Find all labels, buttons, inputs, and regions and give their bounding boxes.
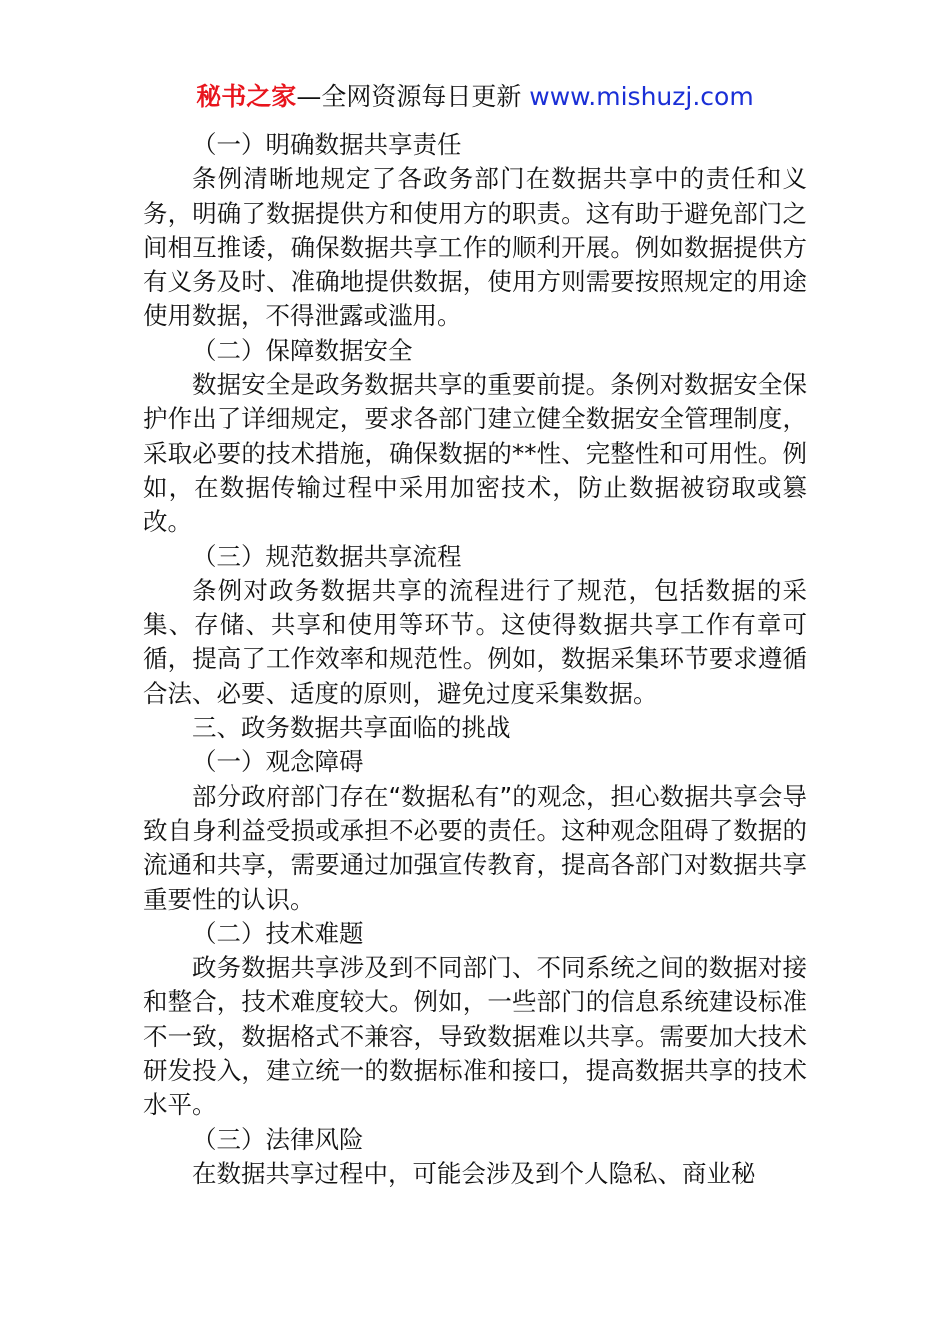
site-header (0, 80, 950, 114)
document-body (143, 128, 807, 1191)
section-heading: （二）技术难题 (192, 918, 364, 948)
section-heading: （三）规范数据共享流程 (192, 541, 462, 571)
site-tagline: —全网资源每日更新 (296, 82, 530, 111)
body-paragraph: 部分政府部门存在“数据私有”的观念，担心数据共享会导致自身利益受损或承担不必要的责任。这种观念阻碍了数据的流通和共享，需要通过加强宣传教育，提高各部门对数据共享重要性的认识。 (143, 781, 807, 914)
site-url[interactable]: www.mishuzj.com (529, 82, 754, 111)
section-heading: （三）法律风险 (192, 1124, 364, 1154)
body-paragraph: 条例清晰地规定了各政务部门在数据共享中的责任和义务，明确了数据提供方和使用方的职责。这有助于避免部门之间相互推诿，确保数据共享工作的顺利开展。例如数据提供方有义务及时、准确地提供数据，使用方则需要按照规定的用途使用数据，不得泄露或滥用。 (143, 164, 807, 331)
body-paragraph: 在数据共享过程中，可能会涉及到个人隐私、商业秘 (192, 1158, 756, 1188)
site-brand: 秘书之家 (196, 82, 297, 111)
body-paragraph: 条例对政务数据共享的流程进行了规范，包括数据的采集、存储、共享和使用等环节。这使得数据共享工作有章可循，提高了工作效率和规范性。例如，数据采集环节要求遵循合法、必要、适度的原则，避免过度采集数据。 (143, 575, 807, 708)
section-heading: （一）观念障碍 (192, 747, 364, 777)
body-paragraph: 数据安全是政务数据共享的重要前提。条例对数据安全保护作出了详细规定，要求各部门建立健全数据安全管理制度，采取必要的技术措施，确保数据的**性、完整性和可用性。例如，在数据传输过程中采用加密技术，防止数据被窃取或篡改。 (143, 370, 807, 537)
chapter-heading: 三、政务数据共享面临的挑战 (192, 713, 511, 743)
body-paragraph: 政务数据共享涉及到不同部门、不同系统之间的数据对接和整合，技术难度较大。例如，一些部门的信息系统建设标准不一致，数据格式不兼容，导致数据难以共享。需要加大技术研发投入，建立统一的数据标准和接口，提高数据共享的技术水平。 (143, 953, 807, 1120)
section-heading: （一）明确数据共享责任 (192, 130, 462, 159)
section-heading: （二）保障数据安全 (192, 335, 413, 365)
